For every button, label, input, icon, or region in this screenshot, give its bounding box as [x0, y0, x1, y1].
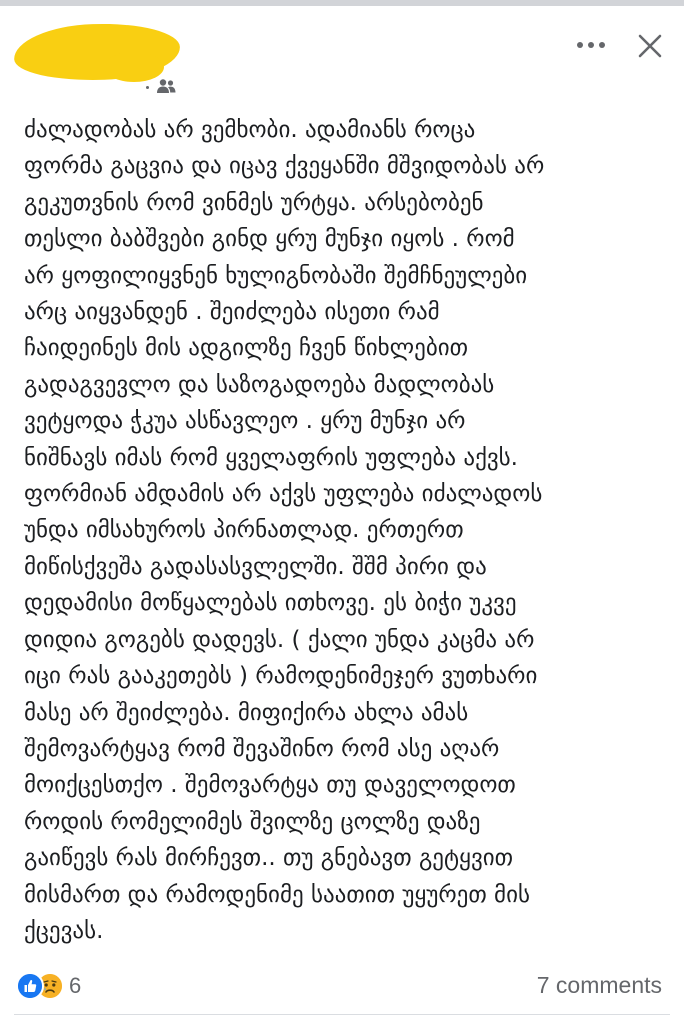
reactions-summary[interactable] [16, 972, 81, 1000]
like-icon [16, 972, 44, 1000]
friends-audience-icon [156, 78, 176, 94]
close-icon [637, 33, 663, 59]
close-button[interactable] [632, 28, 668, 64]
reaction-count: 6 [69, 973, 82, 998]
more-options-button[interactable] [574, 30, 608, 60]
meta-separator-dot [146, 86, 149, 89]
comments-count-link[interactable]: 7 comments [536, 972, 662, 998]
redacted-author-name-overlap [104, 52, 164, 82]
post-footer [0, 960, 684, 1016]
bottom-divider [14, 1014, 670, 1015]
post-text: ძალადობას არ ვემხობი. ადამიანს როცა ფორმა გაცვია და იცავ ქვეყანში მშვიდობას არ გეკუთვნის რომ ვინმეს ურტყა. არსებობენ თესლი ბაბშვები გინდ ყრუ მუნჯი იყოს . რომ არ ყოფილიყვნენ ხულიგნობაში შემჩნეულები არც აიყვანდენ . შეიძლება ისეთი რამ ჩაიდეინეს მის ადგილზე ჩვენ წიხლებით გადაგვევლო და საზოგადოება მადლობას ვეტყოდა ჭკუა ასწავლეო . ყრუ მუნჯი არ ნიშნავს იმას რომ ყველაფრის უფლება აქვს. ფორმიან ამდამის არ აქვს უფლება იძალადოს უნდა იმსახუროს პირნათლად. ერთერთ მიწისქვეშა გადასასვლელში. შშმ პირი და დედამისი მოწყალებას ითხოვე. ეს ბიჭი უკვე დიდია გოგებს დადევს. ( ქალი უნდა კაცმა არ იცი რას გააკეთებს ) რამოდენიმეჯერ ვუთხარი მასე არ შეიძლება. მიფიქირა ახლა ამას შემოვარტყავ რომ შევაშინო რომ ასე აღარ მოიქცესთქო . შემოვარტყა თუ დაველოდოთ როდის რომელიმეს შვილზე ცოლზე დაზე გაიწევს რას მირჩევთ.. თუ გნებავთ გეტყვით მისმართ და რამოდენიმე საათით უყურეთ მის ქცევას. [24, 117, 545, 944]
post-header [0, 6, 684, 106]
more-horizontal-icon [576, 41, 606, 49]
